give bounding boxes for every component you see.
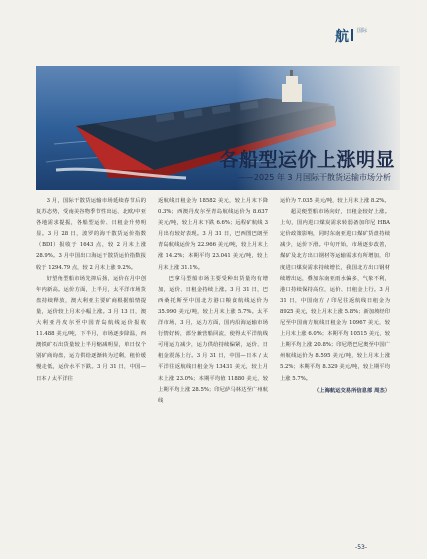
header-divider [351, 29, 353, 41]
paragraph: 好望角型船市场先抑后扬，运价在月中创年内新高。运价方面，上半月，太平洋市场货盘持续释放，澳大利亚主要矿商根据船情提量，运价较上月末小幅上涨。3 月 13 日，澳大利亚丹皮尔至中国青岛航线运价报收 11.488 美元/吨，下半月，市场逐步降温，西澳铁矿石出货量较上半月缩减明显，单日仅个别矿商询盘，运力供给逐渐转为过剩，租价缓慢走低，运价水平下跌。3 月 31 日，中国—日本 / 太平洋往 [36, 275, 146, 382]
body-column-1 [36, 196, 146, 385]
header-column-label: 国际 [357, 28, 368, 34]
article-title: 各船型运价上涨明显 [219, 149, 395, 171]
magazine-header [297, 22, 407, 48]
paragraph: 运价为 7.035 美元/吨，较上月末上涨 8.2%。 [280, 198, 390, 204]
magazine-logo: 航 [335, 29, 349, 45]
body-column-2 [158, 196, 268, 407]
header-column [357, 28, 427, 34]
body-column-3 [280, 196, 390, 397]
paragraph: 3 月，国际干散货运输市场延续春节后的复苏态势，受南美谷物季节性出运、北欧/中亚各地需求提振，各船型运价、日租金升势明显。3 月 28 日，波罗的海干散货运价指数（BDI）报收于 1643 点，较 2 月末上涨 28.9%。3 月中国出口海运干散货运价指数报收于 1294.79 点，较 2 月末上涨 9.2%。 [36, 198, 146, 271]
paragraph: 巴拿马型船市场主要受种出货量均有增加，运价、日租金持续上涨。3 月 31 日，巴西桑托斯至中国北方港口粮食航线运价为 35.990 美元/吨，较上月末上涨 5.7%。太平洋市场，3 月，运力方面，国内沿海运输市场行情好转，部分兼营船回流，使得太平洋航线可用运力减少，运力供给持续偏紧，运价、日租金震荡上行。3 月 31 日，中国—日本 / 太平洋往返航线日租金为 13431 美元，较上月末上涨 23.0%；本期平均值 11880 美元，较上期平均上涨 28.5%；印尼萨马林达至广州航线 [158, 275, 268, 404]
article-body [36, 196, 390, 526]
page-number: -53- [355, 544, 367, 551]
paragraph: 返航线日租金为 18582 美元，较上月末下降 0.3%；西澳丹皮尔至青岛航线运价为 8.637 美元/吨，较上月末下跌 6.6%；远程矿航线 3 月出有较好表现。3 月 31 日，巴西图巴朗至青岛航线运价为 22.966 美元/吨，较上月末上涨 14.2%；本期平均 23.041 美元/吨，较上月末上涨 31.1%。 [158, 198, 268, 271]
article-source: （上海航运交易所信息部 周杰） [313, 387, 390, 394]
article-subtitle: ——2025 年 3 月国际干散货运输市场分析 [237, 173, 391, 182]
paragraph: 超灵便型船市场向好，日租金较好上涨。上旬，国内进口煤炭需求转弱备加印尼 HBA 定价政策影响，同时东南亚进口煤矿货盘持续减少，运价下滑。中旬开始，市场逐步改善，煤矿及北方出口钢材等运输需求有所增加，印度进口煤炭需求持续增长，我国北方出口钢材续增出运，叠加东南亚雨水偏多，气象不利，港口持续保持高位，运价、日租金上行。3 月 31 日，中国南方 / 印尼往返航线日租金为 8925 美元，较上月末上涨 5.8%；新加坡经印尼至中国南方航线日租金为 10967 美元，较上月末上涨 6.0%；本期平均 10515 美元，较上期平均上涨 20.8%；印尼塔巴尼奥至中国广州航线运价为 8.595 美元/吨，较上月末上涨 5.2%；本期平均 8.329 美元/吨，较上期平均上涨 5.7%。 [280, 209, 390, 382]
